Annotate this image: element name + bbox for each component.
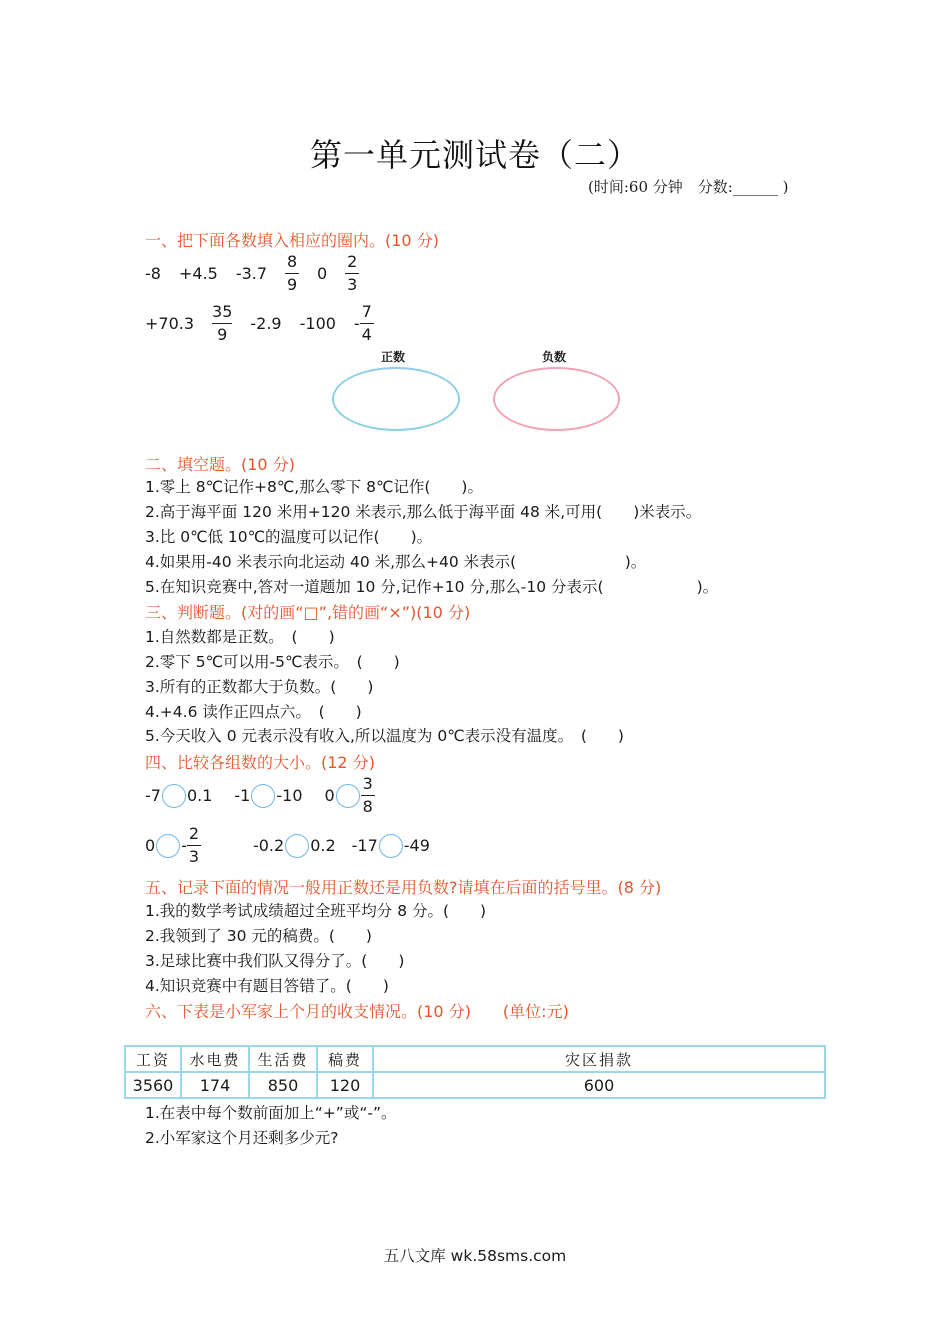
table-cell[interactable]: 120 bbox=[317, 1072, 373, 1098]
judge-question-3: 3.所有的正数都大于负数。( ) bbox=[145, 678, 374, 696]
compare-right: 0.2 bbox=[310, 836, 336, 855]
fill-question-1: 1.零上 8℃记作+8℃,那么零下 8℃记作( )。 bbox=[145, 478, 483, 496]
compare-circle[interactable] bbox=[336, 784, 360, 808]
numerator: 2 bbox=[188, 824, 200, 843]
table-question-1: 1.在表中每个数前面加上“+”或“-”。 bbox=[145, 1104, 397, 1122]
fill-question-3: 3.比 0℃低 10℃的温度可以记作( )。 bbox=[145, 528, 433, 546]
compare-right: 0.1 bbox=[186, 786, 213, 805]
fraction-bar bbox=[212, 323, 232, 324]
judge-question-4: 4.+4.6 读作正四点六。 ( ) bbox=[145, 703, 362, 721]
fraction-bar bbox=[361, 795, 375, 796]
judge-question-1: 1.自然数都是正数。 ( ) bbox=[145, 628, 335, 646]
table-cell[interactable]: 850 bbox=[249, 1072, 317, 1098]
numerator: 8 bbox=[286, 252, 298, 271]
fraction bbox=[187, 824, 201, 867]
page-title: 第一单元测试卷（二） bbox=[309, 136, 640, 174]
denominator: 9 bbox=[217, 325, 228, 344]
compare-left: -1 bbox=[234, 786, 251, 805]
compare-left: -17 bbox=[351, 836, 378, 855]
compare-circle[interactable] bbox=[251, 784, 275, 808]
section-6-heading: 六、下表是小军家上个月的收支情况。(10 分) (单位:元) bbox=[145, 1002, 569, 1021]
judge-question-2: 2.零下 5℃可以用-5℃表示。 ( ) bbox=[145, 653, 400, 671]
number-item: +4.5 bbox=[178, 264, 218, 283]
fill-question-5: 5.在知识竞赛中,答对一道题加 10 分,记作+10 分,那么-10 分表示( )。 bbox=[145, 578, 719, 596]
fraction-bar bbox=[285, 273, 299, 274]
number-item: 0 bbox=[317, 264, 328, 283]
fill-question-4: 4.如果用-40 米表示向北运动 40 米,那么+40 米表示( )。 bbox=[145, 553, 647, 571]
fraction-bar bbox=[345, 273, 359, 274]
numerator: 2 bbox=[347, 252, 358, 271]
minus-sign: - bbox=[353, 314, 360, 333]
minus-sign: - bbox=[181, 836, 187, 855]
positive-circle-label: 正数 bbox=[381, 350, 406, 364]
number-item: -8 bbox=[145, 264, 161, 283]
time-score-line: (时间:60 分钟 分数:______ ) bbox=[588, 178, 789, 196]
table-header-cell: 生活费 bbox=[249, 1046, 317, 1072]
fraction-bar bbox=[360, 323, 374, 324]
table-cell[interactable]: 174 bbox=[181, 1072, 249, 1098]
section-3-heading: 三、判断题。(对的画“□”,错的画“×”)(10 分) bbox=[145, 603, 471, 622]
compare-left: 0 bbox=[145, 836, 156, 855]
number-item: -100 bbox=[299, 314, 336, 333]
record-question-1: 1.我的数学考试成绩超过全班平均分 8 分。( ) bbox=[145, 902, 487, 920]
section-4-heading: 四、比较各组数的大小。(12 分) bbox=[145, 753, 375, 772]
table-header-cell: 水电费 bbox=[181, 1046, 249, 1072]
compare-row-1 bbox=[145, 774, 375, 817]
number-item: +70.3 bbox=[145, 314, 195, 333]
number-item: -2.9 bbox=[250, 314, 282, 333]
fraction-bar bbox=[187, 845, 201, 846]
compare-circle[interactable] bbox=[379, 834, 403, 858]
denominator: 3 bbox=[347, 275, 358, 294]
number-row-2 bbox=[145, 302, 374, 345]
fraction bbox=[360, 302, 374, 345]
table-header-cell: 稿费 bbox=[317, 1046, 373, 1072]
negative-fraction bbox=[354, 302, 374, 345]
negative-number-circle[interactable] bbox=[493, 367, 620, 431]
section-5-heading: 五、记录下面的情况一般用正数还是用负数?请填在后面的括号里。(8 分) bbox=[145, 878, 662, 897]
denominator: 4 bbox=[361, 325, 372, 344]
income-expense-table bbox=[124, 1045, 826, 1099]
record-question-4: 4.知识竞赛中有题目答错了。( ) bbox=[145, 977, 389, 995]
numerator: 35 bbox=[212, 302, 233, 321]
record-question-3: 3.足球比赛中我们队又得分了。( ) bbox=[145, 952, 405, 970]
table-header-cell: 灾区捐款 bbox=[373, 1046, 825, 1072]
section-1-heading: 一、把下面各数填入相应的圈内。(10 分) bbox=[145, 231, 439, 250]
record-question-2: 2.我领到了 30 元的稿费。( ) bbox=[145, 927, 372, 945]
number-row-1 bbox=[145, 252, 359, 295]
fraction bbox=[345, 252, 359, 295]
denominator: 3 bbox=[188, 847, 200, 866]
fill-question-2: 2.高于海平面 120 米用+120 米表示,那么低于海平面 48 米,可用( )米表示。 bbox=[145, 503, 702, 521]
compare-circle[interactable] bbox=[285, 834, 309, 858]
numerator: 3 bbox=[362, 774, 373, 793]
compare-circle[interactable] bbox=[156, 834, 180, 858]
compare-right: -10 bbox=[276, 786, 303, 805]
compare-left: -7 bbox=[145, 786, 161, 805]
judge-question-5: 5.今天收入 0 元表示没有收入,所以温度为 0℃表示没有温度。 ( ) bbox=[145, 727, 624, 745]
table-cell[interactable]: 3560 bbox=[125, 1072, 181, 1098]
compare-left: -0.2 bbox=[252, 836, 285, 855]
numerator: 7 bbox=[361, 302, 372, 321]
table-header-cell: 工资 bbox=[125, 1046, 181, 1072]
footer-watermark: 五八文库 wk.58sms.com bbox=[383, 1247, 567, 1265]
compare-left: 0 bbox=[324, 786, 335, 805]
positive-number-circle[interactable] bbox=[332, 367, 460, 431]
table-cell[interactable]: 600 bbox=[373, 1072, 825, 1098]
table-row bbox=[125, 1072, 825, 1098]
table-question-2: 2.小军家这个月还剩多少元? bbox=[145, 1129, 339, 1147]
number-item: -3.7 bbox=[235, 264, 268, 283]
table-header-row bbox=[125, 1046, 825, 1072]
fraction bbox=[361, 774, 375, 817]
compare-circle[interactable] bbox=[162, 784, 186, 808]
compare-right: -49 bbox=[403, 836, 430, 855]
denominator: 8 bbox=[362, 797, 373, 816]
fraction bbox=[212, 302, 232, 345]
compare-row-2 bbox=[145, 824, 430, 867]
denominator: 9 bbox=[286, 275, 298, 294]
fraction bbox=[285, 252, 299, 295]
negative-circle-label: 负数 bbox=[542, 350, 567, 364]
section-2-heading: 二、填空题。(10 分) bbox=[145, 455, 295, 474]
